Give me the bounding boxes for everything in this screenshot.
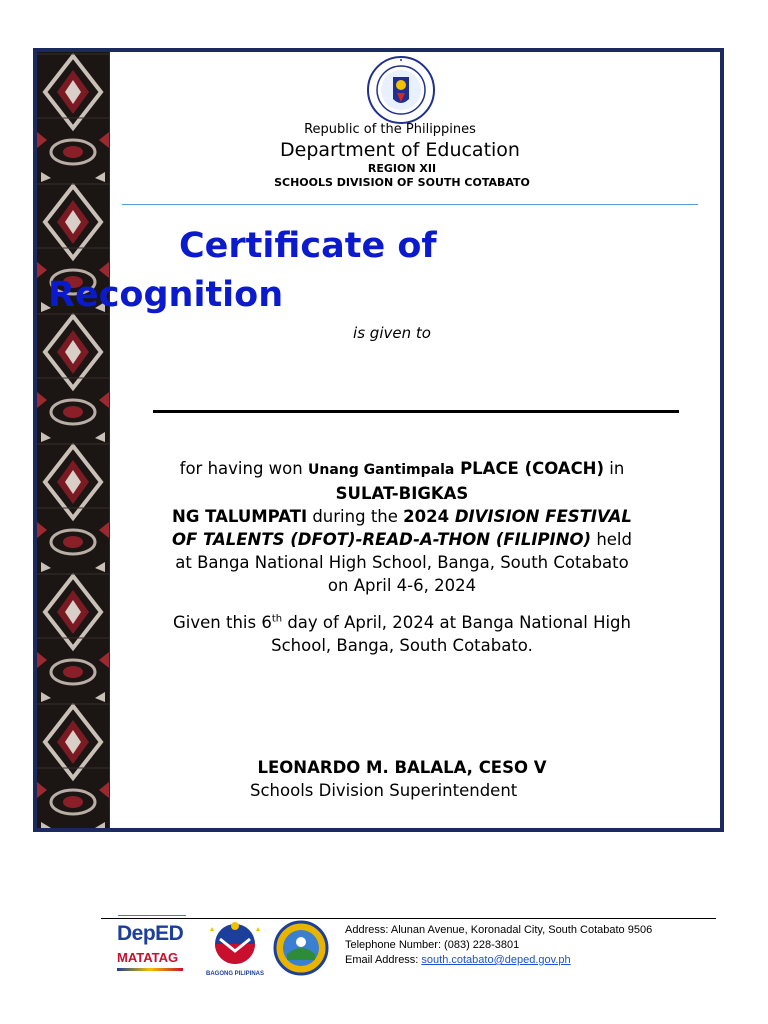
republic-heading: Republic of the Philippines [304, 122, 476, 137]
footer-accent-rule [118, 915, 186, 916]
division-heading: SCHOOLS DIVISION OF SOUTH COTABATO [274, 176, 530, 189]
deped-seal-logo [362, 55, 440, 125]
footer-rule [101, 918, 716, 919]
footer-email-line: Email Address: south.cotabato@deped.gov.ph [345, 954, 571, 966]
body-line-7: Given this 6th day of April, 2024 at Banga National High [172, 613, 631, 632]
recipient-name-line [153, 410, 679, 413]
signer-name: LEONARDO M. BALALA, CESO V [257, 758, 547, 777]
body-gap [112, 597, 692, 611]
border-divider [109, 52, 110, 828]
certificate-body [112, 457, 692, 657]
body-line-1: for having won Unang Gantimpala PLACE (COACH) in [179, 459, 625, 478]
header-rule [122, 204, 698, 205]
body-line-3: NG TALUMPATI during the 2024 DIVISION FESTIVAL [172, 507, 632, 526]
signer-title: Schools Division Superintendent [250, 781, 518, 800]
body-line-5: at Banga National High School, Banga, South Cotabato [175, 553, 629, 572]
bagong-pilipinas-text: BAGONG PILIPINAS [205, 971, 264, 977]
award-name: Unang Gantimpala [307, 462, 455, 478]
deped-matatag-logo [117, 922, 189, 977]
division-seal-logo [273, 920, 329, 976]
given-to-text: is given to [353, 324, 431, 342]
department-heading: Department of Education [280, 139, 520, 161]
body-line-8: School, Banga, South Cotabato. [271, 636, 533, 655]
footer-telephone: Telephone Number: (083) 228-3801 [345, 939, 520, 951]
matatag-wordmark: MATATAG [117, 950, 179, 965]
certificate-title-line2: Recognition [48, 275, 284, 315]
body-line-2: SULAT-BIGKAS [335, 484, 469, 503]
bagong-pilipinas-logo [202, 917, 268, 979]
body-line-6: on April 4-6, 2024 [327, 576, 477, 595]
woven-fabric-border [37, 52, 109, 828]
deped-wordmark: DepED [117, 922, 184, 945]
footer-address: Address: Alunan Avenue, Koronadal City, South Cotabato 9506 [345, 924, 653, 936]
region-heading: REGION XII [367, 162, 437, 175]
body-line-4: OF TALENTS (DFOT)-READ-A-THON (FILIPINO) held [171, 530, 632, 549]
matatag-stripe [117, 968, 183, 971]
certificate-title-line1: Certificate of [179, 226, 437, 266]
email-link[interactable]: south.cotabato@deped.gov.ph [421, 954, 571, 966]
